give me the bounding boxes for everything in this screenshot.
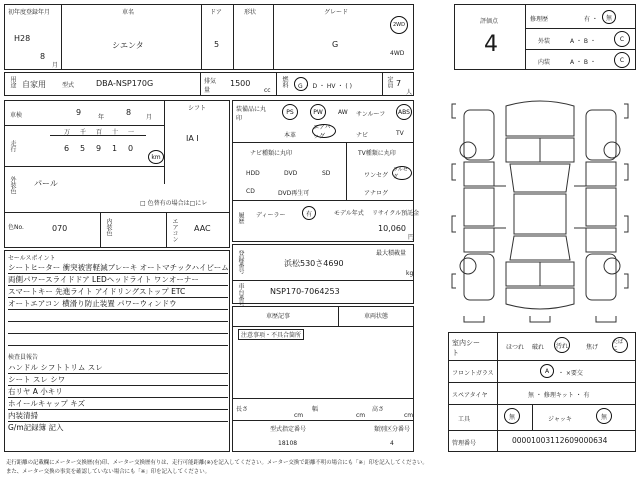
- usage-value: 自家用: [22, 80, 46, 89]
- remarks-divider: [338, 306, 339, 326]
- digit-label-5: 一: [128, 129, 135, 136]
- remarks-label: 注意事項・不具合箇所: [238, 329, 304, 340]
- mileage-digit-grid: [50, 126, 146, 166]
- digit-label-4: 十: [112, 129, 119, 136]
- navi-cd: CD: [246, 188, 255, 195]
- navi-row-line: [232, 142, 414, 143]
- digit-label-3: 百: [96, 129, 103, 136]
- car-outline-icon: [444, 96, 636, 326]
- option-navi: ナビ: [356, 132, 369, 139]
- jack-circled: [596, 408, 612, 424]
- repair-options: 有 ・: [584, 16, 598, 23]
- tools-circled: [504, 408, 520, 424]
- sales-point-line: [8, 334, 228, 346]
- digit-label-2: 千: [80, 129, 87, 136]
- chassis-row-line: [232, 280, 414, 281]
- designation-row-line: [232, 420, 414, 421]
- spare-label: スペアタイヤ: [452, 392, 488, 399]
- interior-label: 内装色: [105, 218, 112, 236]
- inspector-note-line: 内装清掃: [8, 410, 228, 422]
- sales-points-lines: [8, 262, 228, 346]
- navi-sd: SD: [322, 170, 331, 177]
- interior-eval-circled: [614, 52, 630, 68]
- inspection-month-unit: 月: [146, 114, 153, 121]
- recycle-unit: 円: [408, 234, 415, 241]
- color-label: 外装色: [9, 176, 16, 194]
- mileage-km-circle: [148, 150, 164, 164]
- inspection-label: 車検: [10, 112, 23, 119]
- inspector-note-line: 右リヤ A 小キリ: [8, 386, 228, 398]
- usage-label: 用途: [9, 76, 16, 88]
- seat-label: 室内シート: [452, 339, 480, 357]
- navi-dvd: DVD: [284, 170, 298, 177]
- mileage-digit-5: 0: [128, 144, 134, 153]
- navi-dvd-playback: DVD再生可: [278, 190, 310, 197]
- seat-item-tear: 破れ: [532, 344, 545, 351]
- inspector-note-line: シート スレ シワ: [8, 374, 228, 386]
- interior-eval-options: A ・ B ・: [570, 59, 596, 66]
- inspection-row-line: [4, 100, 164, 126]
- exterior-label: 外装: [538, 38, 551, 45]
- height-label: 高さ: [372, 406, 385, 413]
- option-aw: AW: [338, 109, 348, 116]
- dims-row-line: [232, 398, 414, 399]
- car-damage-diagram: [444, 96, 636, 326]
- type-label: 型式: [62, 82, 75, 89]
- tools-circled-text: 無: [508, 413, 515, 421]
- jack-label: ジャッキ: [548, 416, 572, 423]
- reg-month-value: 8: [40, 52, 46, 61]
- fuel-divider: [276, 72, 277, 96]
- option-pw: [310, 104, 326, 120]
- seat-item-tobacco: [612, 337, 628, 353]
- navi-tv-divider: [346, 142, 347, 200]
- chassis-label: 車台番号: [237, 283, 244, 307]
- eval-divider-1: [526, 28, 636, 29]
- inspection-month: 8: [126, 108, 132, 117]
- shift-value: IA I: [186, 134, 199, 143]
- length-unit: cm: [294, 412, 304, 419]
- score-value: 4: [484, 32, 498, 57]
- exterior-circled: [614, 31, 630, 47]
- displacement-value: 1500: [230, 79, 251, 88]
- registration-label: 車両状態: [364, 313, 389, 320]
- history-label: 履歴: [237, 212, 244, 224]
- tv-fullseg: [392, 166, 412, 180]
- capacity-divider: [382, 72, 383, 96]
- score-cell: [454, 4, 526, 70]
- fuel-options: G ・ D ・ HV ・ ( ): [298, 83, 352, 90]
- grade-cell: [274, 4, 414, 70]
- inspector-note-line: ハンドル シフトトリム スレ: [8, 362, 228, 374]
- reg-number-value: 浜松530さ4690: [284, 259, 344, 268]
- recycle-label: リサイクル預託金: [372, 210, 420, 217]
- drive-2wd-circle: [390, 16, 408, 34]
- length-label: 長さ: [236, 406, 249, 413]
- tv-oneseg: ワンセグ: [364, 172, 389, 179]
- doors-label: ドア: [210, 9, 222, 16]
- ac-value: AAC: [194, 224, 211, 233]
- dealer-value-circle: [302, 206, 316, 220]
- dealer-label: ディーラー: [256, 212, 286, 219]
- sales-point-line: 両側パワースライドドア LEDヘッドライト ワンオーナー: [8, 274, 228, 286]
- reg-year-label: 初年度登録年月: [8, 9, 51, 16]
- exterior-options: A ・ B ・: [570, 38, 596, 45]
- footer-note-2: また、メーター交換の事実を確認していない場合にも「※」印を記入してください。: [6, 469, 210, 475]
- remarks-header-line: [232, 326, 414, 327]
- inspector-note-line: G/m記録簿 記入: [8, 423, 64, 432]
- condition-divider-3: [448, 404, 636, 405]
- option-abs-label: ABS: [398, 108, 410, 116]
- displacement-label: 排気量: [204, 78, 217, 94]
- max-load-label: 最大積載量: [376, 250, 407, 257]
- doors-value: 5: [214, 40, 220, 49]
- option-ps-label: PS: [286, 108, 294, 116]
- tv-fullseg-label: フルセグ: [393, 167, 408, 180]
- sales-point-line: シートヒーター 衝突被害軽減ブレーキ オートマチックハイビーム: [8, 263, 229, 272]
- color-value: パール: [34, 179, 58, 188]
- ac-label: エアコン: [171, 218, 178, 242]
- mileage-digit-3: 9: [96, 144, 102, 153]
- chassis-value: NSP170-7064253: [270, 287, 340, 296]
- mileage-digit-1: 6: [64, 144, 70, 153]
- seat-item-fray: ほつれ: [506, 344, 525, 351]
- tv-analog: アナログ: [364, 190, 389, 197]
- reg-year-value: H28: [14, 34, 31, 43]
- mileage-label: 走行: [9, 140, 16, 152]
- max-load-unit: kg: [406, 270, 414, 277]
- inspector-notes-header: 検査員報告: [8, 354, 39, 361]
- model-year-label: モデル年式: [334, 210, 364, 217]
- drive-2wd-text: 2WD: [393, 22, 405, 28]
- repair-label: 修理歴: [530, 16, 549, 23]
- fuel-label: 燃料: [281, 76, 288, 88]
- recycle-value: 10,060: [378, 224, 406, 233]
- category-label: 類別区分番号: [374, 426, 411, 433]
- dealer-value: 有: [305, 210, 312, 218]
- tools-jack-divider: [532, 404, 533, 430]
- condition-divider-4: [448, 430, 636, 431]
- sales-point-line: オートエアコン 横滑り防止装置 パワーウィンドウ: [8, 298, 228, 310]
- repair-circled: [602, 10, 616, 24]
- option-airbag-label: エアバッグ: [313, 124, 331, 140]
- displacement-divider: [200, 72, 201, 96]
- model-cell: [62, 4, 202, 70]
- reg-number-label: 登録番号: [237, 250, 244, 274]
- seat-item-tobacco-label: たばこ: [613, 339, 624, 352]
- jack-circled-text: 無: [600, 413, 607, 421]
- width-label: 幅: [312, 406, 319, 413]
- tools-label: 工具: [458, 416, 471, 423]
- eval-divider-2: [526, 49, 636, 50]
- spare-options: 無 ・ 修理キット ・ 有: [528, 392, 590, 399]
- shape-cell: [234, 4, 274, 70]
- score-label: 評価点: [480, 18, 499, 25]
- shape-label: 形状: [244, 9, 257, 16]
- interior-eval-circled-text: C: [619, 56, 625, 64]
- digit-label-1: 万: [64, 129, 71, 136]
- seat-item-burn: 焦げ: [586, 344, 599, 351]
- control-value: 00001003112609000634: [512, 436, 608, 445]
- model-value: シエンタ: [112, 41, 144, 50]
- tv-type-label: TV種類に丸印: [358, 150, 396, 157]
- mileage-digit-4: 1: [112, 144, 118, 153]
- height-unit: cm: [404, 412, 414, 419]
- color-no-value: 070: [52, 224, 68, 233]
- options-label: 装備品に丸印: [236, 106, 267, 122]
- history-row-line: [232, 200, 414, 201]
- capacity-unit: 人: [406, 89, 413, 96]
- color-row-line: [4, 166, 164, 167]
- grade-value: G: [332, 40, 339, 49]
- option-airbag: [312, 124, 336, 138]
- reg-month-unit: 月: [52, 62, 59, 69]
- option-tv: TV: [396, 130, 404, 137]
- sales-point-line: スマートキー 先進ライト アイドリングストップ ETC: [8, 286, 228, 298]
- option-pw-label: PW: [313, 108, 323, 116]
- exterior-circled-text: C: [619, 35, 625, 43]
- option-sunroof: サンルーフ: [356, 111, 386, 118]
- seat-item-stain-label: 汚れ: [555, 342, 568, 350]
- designation-value: 18108: [278, 440, 298, 447]
- inspection-year-unit: 年: [98, 114, 105, 121]
- option-abs: [396, 104, 412, 120]
- mileage-digit-2: 5: [80, 144, 86, 153]
- displacement-unit: cc: [264, 87, 271, 94]
- inspection-notes-label: 車歴記事: [266, 313, 291, 320]
- drive-4wd-text: 4WD: [390, 50, 405, 57]
- sales-point-line: [8, 310, 228, 322]
- option-leather: 本革: [284, 132, 297, 139]
- option-ps: [282, 104, 298, 120]
- inspector-notes-lines: [8, 362, 228, 434]
- reg-year-cell: [4, 4, 62, 70]
- model-label: 車名: [122, 9, 135, 16]
- shift-divider: [164, 100, 165, 184]
- interior-eval-label: 内装: [538, 59, 551, 66]
- mileage-km-unit: km: [151, 153, 161, 161]
- type-value: DBA-NSP170G: [96, 79, 154, 88]
- glass-options: ・ ×要交: [558, 370, 583, 377]
- ac-divider: [166, 212, 167, 248]
- color-no-row-line: [4, 212, 230, 213]
- grade-label: グレード: [324, 9, 349, 16]
- interior-divider: [100, 212, 101, 248]
- designation-label: 型式指定番号: [270, 426, 307, 433]
- sales-point-line: [8, 322, 228, 334]
- color-change-note: □ 色替有の場合は□にレ: [140, 200, 208, 207]
- sales-points-header: セールスポイント: [8, 255, 56, 262]
- navi-type-label: ナビ種類に丸印: [250, 150, 293, 157]
- width-unit: cm: [356, 412, 366, 419]
- control-label: 管理番号: [452, 440, 477, 447]
- color-no-label: 色No.: [8, 224, 24, 231]
- footer-note-1: 走行距離の記載欄にメーター交換歴(有)印、メーター交換歴有りは、走行可能距離(※)を記入してください。メーター交換で距離不明の場合にも「※」印を記入してください。: [6, 460, 428, 466]
- capacity-value: 7: [396, 79, 402, 88]
- inspector-note-line: ホイールキャップ キズ: [8, 398, 228, 410]
- seat-item-stain: [554, 337, 570, 353]
- condition-divider-1: [448, 360, 636, 361]
- shift-label: シフト: [188, 105, 207, 112]
- glass-label: フロントガラス: [452, 370, 494, 377]
- navi-hdd: HDD: [246, 170, 260, 177]
- glass-circled-text: A: [544, 367, 550, 375]
- category-value: 4: [390, 440, 394, 447]
- condition-divider-2: [448, 382, 636, 383]
- inspection-year: 9: [76, 108, 82, 117]
- capacity-label: 定員: [386, 76, 393, 88]
- repair-circled-text: 無: [605, 14, 612, 22]
- doors-cell: [202, 4, 234, 70]
- glass-circled: [540, 364, 554, 378]
